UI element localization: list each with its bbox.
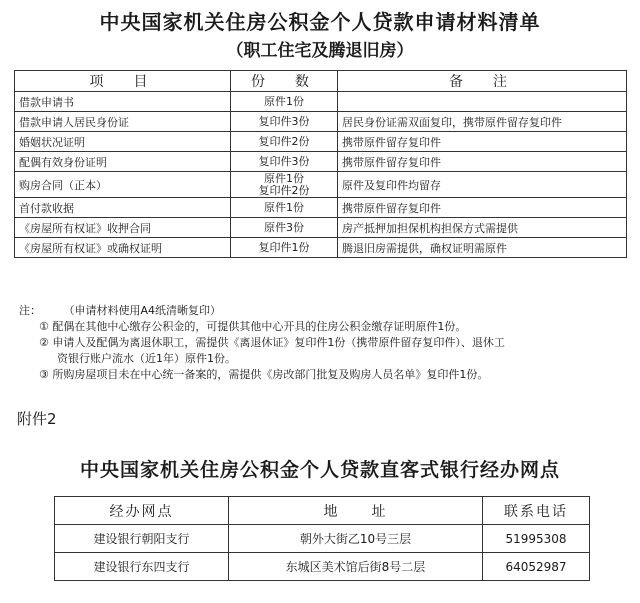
table-row	[15, 198, 627, 218]
remark-cell: 房产抵押加担保机构担保方式需提供	[338, 218, 627, 238]
quantity-cell: 复印件1份	[231, 238, 338, 258]
quantity-cell: 原件3份	[231, 218, 338, 238]
table-row	[15, 152, 627, 172]
materials-table	[14, 70, 627, 258]
table-row	[15, 218, 627, 238]
document-title: 中央国家机关住房公积金个人贷款申请材料清单	[99, 10, 541, 34]
remark-cell: 携带原件留存复印件	[338, 198, 627, 218]
notes-label: 注：	[19, 304, 41, 317]
quantity-cell: 复印件3份	[231, 152, 338, 172]
quantity-line: 原件1份	[264, 171, 304, 185]
quantity-cell: 复印件3份	[231, 112, 338, 132]
table-row	[15, 112, 627, 132]
quantity-cell: 原件1份	[231, 92, 338, 112]
table-row	[15, 238, 627, 258]
table-row	[15, 92, 627, 112]
header-item: 项 目	[15, 71, 231, 92]
note-item-1: ① 配偶在其他中心缴存公积金的，可提供其他中心开具的住房公积金缴存证明原件1份。	[39, 320, 467, 333]
remark-cell: 原件及复印件均留存	[338, 172, 627, 198]
remark-cell: 携带原件留存复印件	[338, 132, 627, 152]
item-cell: 购房合同（正本）	[15, 172, 231, 198]
note-item-3: ③ 所购房屋项目未在中心统一备案的，需提供《房改部门批复及购房人员名单》复印件1份。	[39, 368, 489, 381]
table-row	[15, 132, 627, 152]
table-row	[15, 172, 627, 198]
note-item-2-continued: 资银行账户流水（近1年）原件1份。	[57, 352, 236, 365]
header-address: 地 址	[229, 497, 483, 525]
item-cell: 借款申请书	[15, 92, 231, 112]
remark-cell: 居民身份证需双面复印，携带原件留存复印件	[338, 112, 627, 132]
phone-cell: 64052987	[483, 553, 590, 581]
item-cell: 《房屋所有权证》或确权证明	[15, 238, 231, 258]
header-quantity: 份 数	[231, 71, 338, 92]
quantity-cell: 复印件2份	[231, 132, 338, 152]
item-cell: 配偶有效身份证明	[15, 152, 231, 172]
branch-cell: 建设银行东四支行	[55, 553, 229, 581]
document-subtitle: （职工住宅及腾退旧房）	[226, 41, 414, 61]
quantity-line: 复印件2份	[258, 183, 310, 197]
notes-section	[19, 303, 629, 383]
table-row	[55, 525, 590, 553]
branch-cell: 建设银行朝阳支行	[55, 525, 229, 553]
banks-table	[54, 496, 590, 581]
phone-cell: 51995308	[483, 525, 590, 553]
remark-cell	[338, 92, 627, 112]
header-remarks: 备 注	[338, 71, 627, 92]
address-cell: 东城区美术馆后街8号二层	[229, 553, 483, 581]
item-cell: 婚姻状况证明	[15, 132, 231, 152]
materials-header-row	[15, 71, 627, 92]
note-item-2: ② 申请人及配偶为离退休职工，需提供《离退休证》复印件1份（携带原件留存复印件）、退休工	[39, 336, 505, 349]
header-phone: 联系电话	[483, 497, 590, 525]
remark-cell: 携带原件留存复印件	[338, 152, 627, 172]
item-cell: 首付款收据	[15, 198, 231, 218]
banks-title: 中央国家机关住房公积金个人贷款直客式银行经办网点	[79, 459, 560, 481]
item-cell: 《房屋所有权证》收押合同	[15, 218, 231, 238]
notes-first-line	[19, 303, 629, 319]
quantity-cell: 原件1份	[231, 198, 338, 218]
remark-cell: 腾退旧房需提供，确权证明需原件	[338, 238, 627, 258]
quantity-cell	[231, 172, 338, 198]
notes-a4-text: （申请材料使用A4纸清晰复印）	[69, 304, 222, 317]
table-row	[55, 553, 590, 581]
header-branch: 经办网点	[55, 497, 229, 525]
address-cell: 朝外大街乙10号三层	[229, 525, 483, 553]
banks-header-row	[55, 497, 590, 525]
attachment-label: 附件2	[17, 410, 57, 428]
item-cell: 借款申请人居民身份证	[15, 112, 231, 132]
